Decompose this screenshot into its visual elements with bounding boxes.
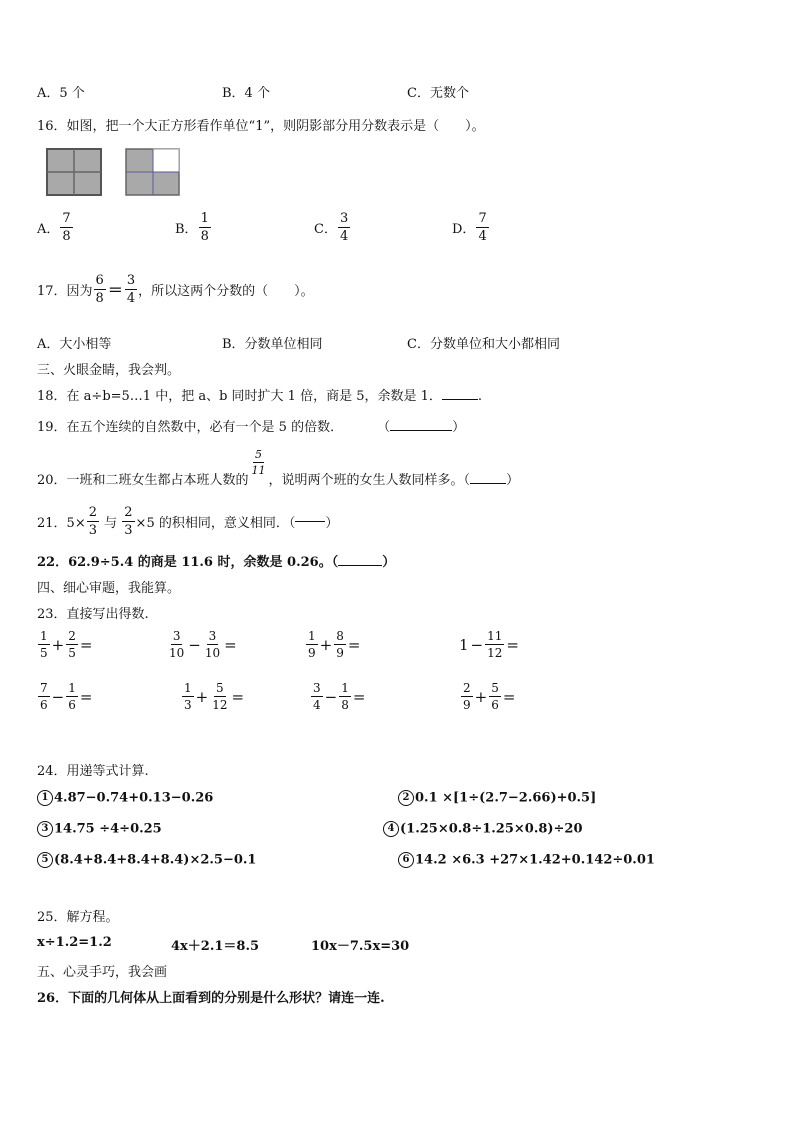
q24-item-4: 4 (1.25×0.8÷1.25×0.8)÷20 — [383, 821, 583, 837]
q16-option-d: D． $\frac{7}{4}$ — [452, 211, 487, 244]
q17-option-a: A．大小相等 — [37, 337, 112, 352]
q26-question: 26．下面的几何体从上面看到的分别是什么形状？请连一连. — [37, 991, 385, 1006]
q20-answer-blank[interactable] — [470, 483, 506, 484]
q22-answer-blank[interactable] — [338, 565, 382, 566]
q25-equation-3: 10x－7.5x=30 — [311, 939, 410, 954]
q23-item-4: 1 − $\frac{11}{12}$ = — [459, 629, 519, 660]
q16-figure-partial-square — [125, 148, 180, 196]
q15-option-b: B．4 个 — [222, 86, 270, 101]
q19-question: 19．在五个连续的自然数中，必有一个是 5 的倍数． （ ） — [37, 420, 466, 435]
q24-item-5: 5 (8.4+8.4+8.4+8.4)×2.5−0.1 — [37, 852, 256, 868]
q15-option-a: A．5 个 — [37, 86, 85, 101]
q24-item-1: 1 4.87−0.74+0.13−0.26 — [37, 790, 213, 806]
q18-question: 18．在 a÷b=5…1 中，把 a、b 同时扩大 1 倍，商是 5，余数是 1． . — [37, 389, 483, 404]
q21-answer-blank[interactable] — [295, 521, 325, 522]
q16-option-b: B． $\frac{1}{8}$ — [175, 211, 209, 244]
q25-title: 25．解方程。 — [37, 910, 119, 925]
section-5-heading: 五、心灵手巧，我会画 — [37, 965, 168, 980]
q20-question: 20．一班和二班女生都占本班人数的 $\frac{5}{11}$ ，说明两个班的女生人数同样多。（ ） — [37, 448, 520, 488]
q23-item-6: $\frac{1}{3}$ + $\frac{5}{12}$ = — [184, 681, 245, 712]
q25-equation-1: x÷1.2=1.2 — [37, 935, 112, 950]
q23-item-1: $\frac{1}{5}$ + $\frac{2}{5}$ = — [40, 629, 93, 660]
q21-question: 21．5× $\frac{2}{3}$ 与 $\frac{2}{3}$ ×5 的积相同，意义相同．（ ） — [37, 505, 339, 538]
q23-item-8: $\frac{2}{9}$ + $\frac{5}{6}$ = — [463, 681, 516, 712]
q23-title: 23．直接写出得数. — [37, 607, 149, 622]
q17-option-b: B．分数单位相同 — [222, 337, 323, 352]
q15-option-c: C．无数个 — [407, 86, 469, 101]
q23-item-5: $\frac{7}{6}$ − $\frac{1}{6}$ = — [40, 681, 93, 712]
section-3-heading: 三、火眼金睛，我会判。 — [37, 363, 181, 378]
q24-item-3: 3 14.75 ÷4÷0.25 — [37, 821, 162, 837]
q16-figure-full-square — [46, 148, 102, 196]
q23-item-3: $\frac{1}{9}$ + $\frac{8}{9}$ = — [308, 629, 361, 660]
q16-option-c: C． $\frac{3}{4}$ — [314, 211, 349, 244]
q22-question: 22．62.9÷5.4 的商是 11.6 时，余数是 0.26。（ ） — [37, 555, 396, 570]
q24-item-6: 6 14.2 ×6.3 +27×1.42+0.142÷0.01 — [398, 852, 655, 868]
q17-option-c: C．分数单位和大小都相同 — [407, 337, 560, 352]
q19-answer-blank[interactable] — [390, 430, 452, 431]
q16-question: 16．如图，把一个大正方形看作单位“1”，则阴影部分用分数表示是（ ）。 — [37, 119, 485, 134]
q17-question: 17．因为 $\frac{6}{8}$ ＝ $\frac{3}{4}$ ，所以这两个分数的（ ）。 — [37, 273, 314, 306]
q25-equation-2: 4x＋2.1＝8.5 — [171, 939, 260, 954]
q18-answer-blank[interactable] — [442, 399, 478, 400]
q24-title: 24．用递等式计算. — [37, 764, 149, 779]
q23-item-7: $\frac{3}{4}$ − $\frac{1}{8}$ = — [313, 681, 366, 712]
q23-item-2: $\frac{3}{10}$ − $\frac{3}{10}$ = — [169, 629, 237, 660]
q16-option-a: A． $\frac{7}{8}$ — [37, 211, 71, 244]
section-4-heading: 四、细心审题，我能算。 — [37, 581, 181, 596]
q24-item-2: 2 0.1 ×[1÷(2.7−2.66)+0.5] — [398, 790, 596, 806]
